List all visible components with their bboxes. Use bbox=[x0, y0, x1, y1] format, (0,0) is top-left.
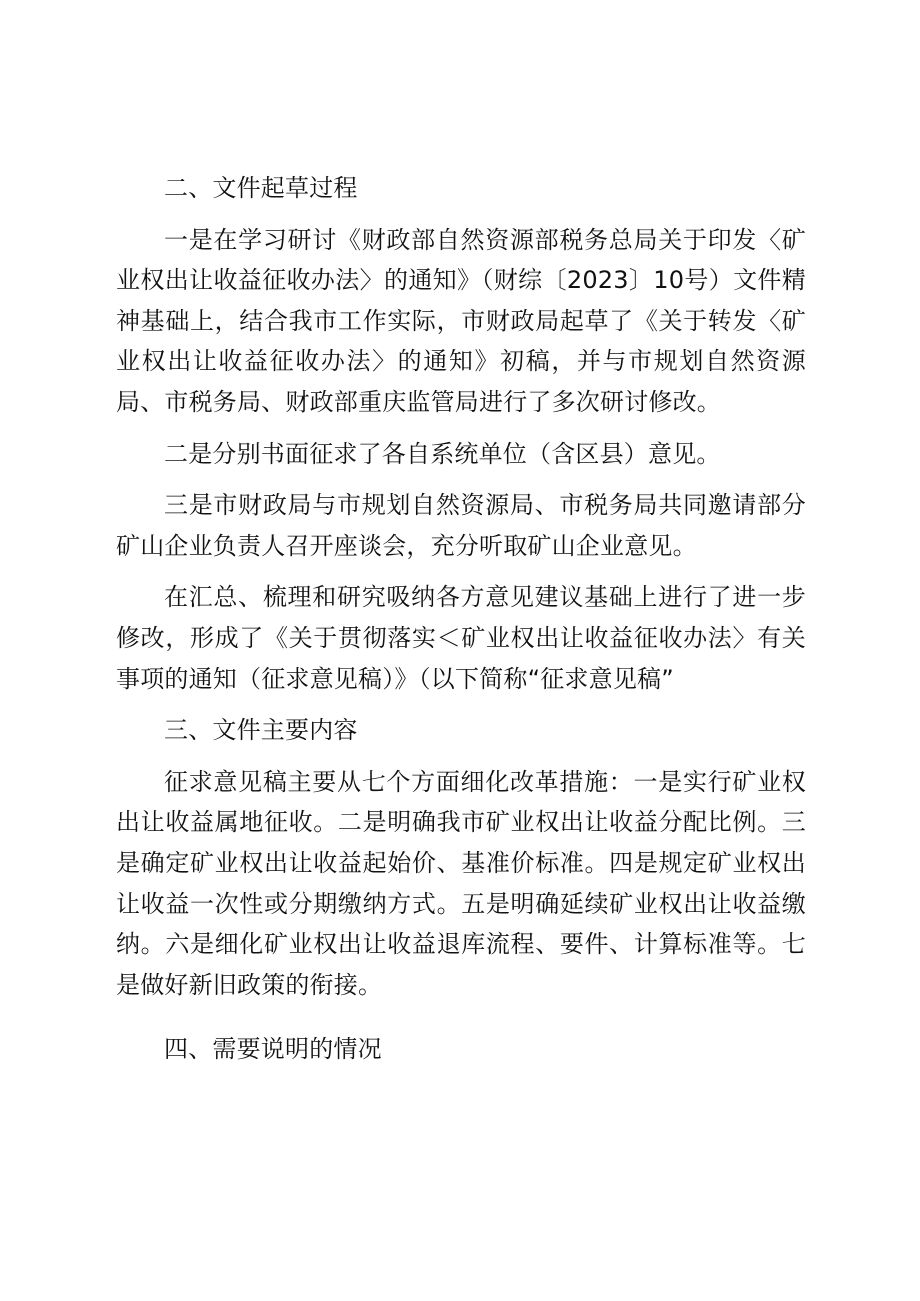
section-heading-notes: 四、需要说明的情况 bbox=[164, 1035, 382, 1064]
paragraph-seven-measures: 征求意见稿主要从七个方面细化改革措施：一是实行矿业权出让收益属地征收。二是明确我市矿业权出让收益分配比例。三是确定矿业权出让收益起始价、基准价标准。四是规定矿业权出让收益一次性或分期缴纳方式。五是明确延续矿业权出让收益缴纳。六是细化矿业权出让收益退库流程、要件、计算标准等。七是做好新旧政策的衔接。 bbox=[116, 767, 806, 999]
paragraph-revision-summary: 在汇总、梳理和研究吸纳各方意见建议基础上进行了进一步修改，形成了《关于贯彻落实＜矿业权出让收益征收办法〉有关事项的通知（征求意见稿）》（以下简称“征求意见稿” bbox=[116, 583, 806, 693]
section-heading-drafting-process: 二、文件起草过程 bbox=[164, 174, 358, 202]
paragraph-study-and-draft: 一是在学习研讨《财政部自然资源部税务总局关于印发〈矿业权出让收益征收办法〉的通知》（财综〔2023〕10号）文件精神基础上，结合我市工作实际，市财政局起草了《关于转发〈矿业权出让收益征收办法〉的通知》初稿，并与市规划自然资源局、市税务局、财政部重庆监管局进行了多次研讨修改。 bbox=[116, 225, 806, 416]
section-heading-main-content: 三、文件主要内容 bbox=[164, 716, 358, 745]
paragraph-written-opinions: 二是分别书面征求了各自系统单位（含区县）意见。 bbox=[164, 439, 721, 468]
document-body bbox=[116, 168, 806, 1081]
paragraph-symposium: 三是市财政局与市规划自然资源局、市税务局共同邀请部分矿山企业负责人召开座谈会，充分听取矿山企业意见。 bbox=[116, 491, 806, 560]
